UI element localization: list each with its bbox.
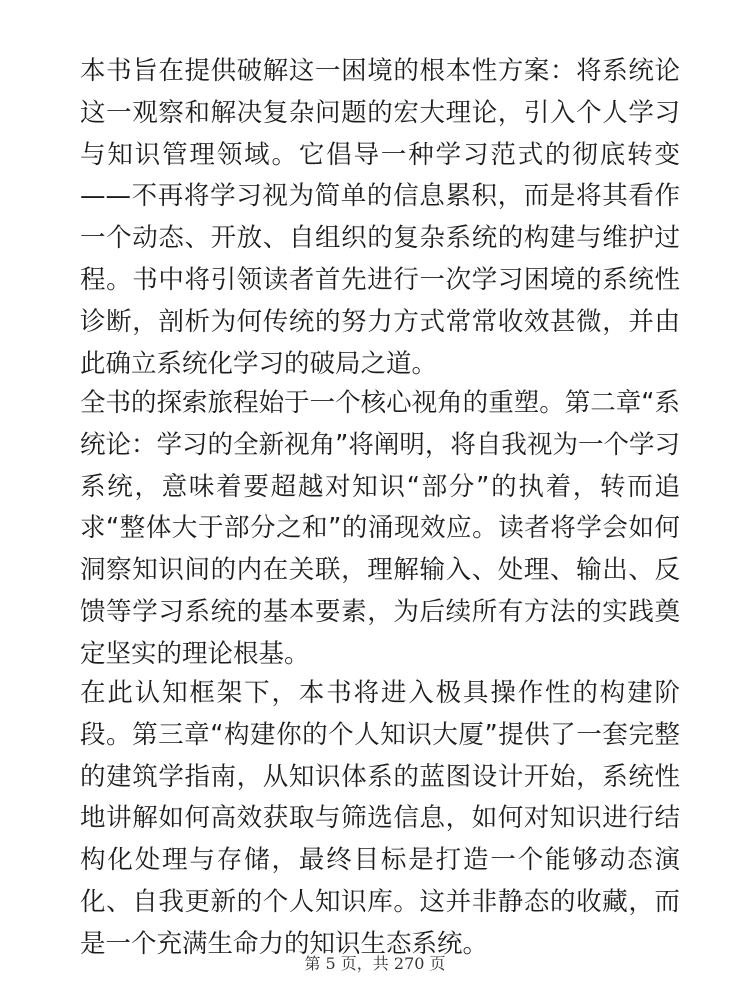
body-paragraph-1: 本书旨在提供破解这一困境的根本性方案：将系统论这一观察和解决复杂问题的宏大理论，引入个人学习与知识管理领域。它倡导一种学习范式的彻底转变——不再将学习视为简单的信息累积，而是将其看作一个动态、开放、自组织的复杂系统的构建与维护过程。书中将引领读者首先进行一次学习困境的系统性诊断，剖析为何传统的努力方式常常收效甚微，并由此确立系统化学习的破局之道。 bbox=[80, 56, 680, 379]
page-number-footer: 第 5 页，共 270 页 bbox=[304, 954, 446, 973]
body-paragraph-3: 在此认知框架下，本书将进入极具操作性的构建阶段。第三章“构建你的个人知识大厦”提供了一套完整的建筑学指南，从知识体系的蓝图设计开始，系统性地讲解如何高效获取与筛选信息，如何对知识进行结构化处理与存储，最终目标是打造一个能够动态演化、自我更新的个人知识库。这并非静态的收藏，而是一个充满生命力的知识生态系统。 bbox=[80, 678, 680, 959]
body-paragraph-2: 全书的探索旅程始于一个核心视角的重塑。第二章“系统论：学习的全新视角”将阐明，将自我视为一个学习系统，意味着要超越对知识“部分”的执着，转而追求“整体大于部分之和”的涌现效应。读者将学会如何洞察知识间的内在关联，理解输入、处理、输出、反馈等学习系统的基本要素，为后续所有方法的实践奠定坚实的理论根基。 bbox=[80, 388, 680, 669]
